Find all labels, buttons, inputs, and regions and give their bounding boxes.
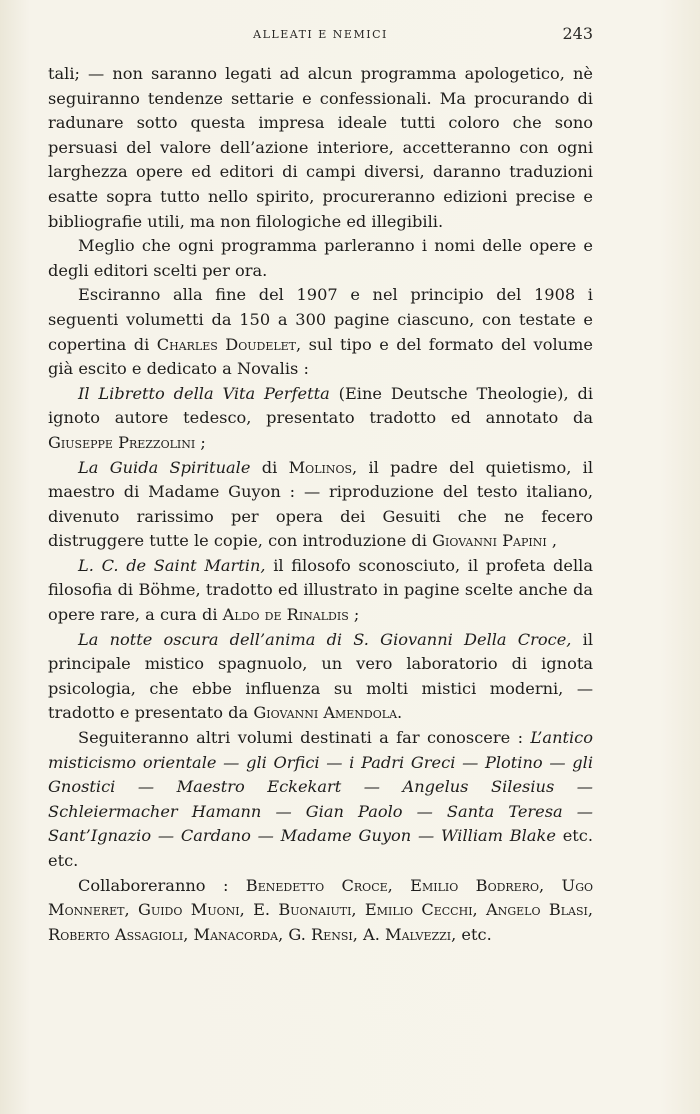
future-titles-list: L’antico misticismo orientale — gli Orfici — i Padri Greci — Plotino — gli Gnostici — Maestro Eckekart — Angelus Silesius — Schleiermacher Hamann — Gian Paolo — Santa Teresa — Sant’Ignazio — Cardano — Madame Guyon — William Blake xyxy=(48,728,593,846)
book-title: L. C. de Saint Martin, xyxy=(78,555,266,575)
text-run: ; xyxy=(348,605,360,625)
book-entry-guida xyxy=(48,456,593,554)
collaborator-names: Benedetto Croce, Emilio Bodrero, Ugo Monneret, Guido Muoni, E. Buonaiuti, Emilio Cecchi, Angelo Blasi, Roberto Assagioli, Manacorda, G. Rensi, A. Malvezzi, xyxy=(48,875,594,944)
text-run: , il padre del quietismo, il maestro di Madame Guyon : — riproduzione del testo italiano, divenuto rarissimo per opera dei Gesuiti che ne fecero distruggere tutte le copie, con introduzione di xyxy=(48,457,593,551)
text-run: Esciranno alla fine del 1907 e nel principio del 1908 i seguenti volumetti da 150 a 300 pagine ciascuno, con testate e copertina di xyxy=(48,285,593,354)
page-header xyxy=(48,24,593,48)
paragraph-collaborators xyxy=(48,874,593,948)
editor-name: Giovanni Amendola xyxy=(253,703,398,723)
body-text xyxy=(48,62,593,947)
paragraph-program: Meglio che ogni programma parleranno i nomi delle opere e degli editori scelti per ora. xyxy=(48,236,593,280)
illustrator-name: Charles Doudelet xyxy=(156,334,297,354)
text-run: il filosofo sconosciuto, il profeta della filosofia di Böhme, tradotto ed illustrato in pagine scelte anche da opere rare, a cura di xyxy=(48,555,593,625)
text-run: ; xyxy=(195,432,206,452)
text-run: etc. etc. xyxy=(48,826,593,870)
text-run: etc. xyxy=(456,924,492,944)
editor-name: Aldo de Rinaldis xyxy=(222,605,349,625)
text-run: il principale mistico spagnuolo, un vero laboratorio di ignota psicologia, che ebbe influenza su molti mistici moderni, — tradotto e presentato da xyxy=(48,629,594,723)
text-run: Collaboreranno : xyxy=(78,875,246,895)
paragraph-future-volumes xyxy=(48,726,593,874)
text-run: , sul tipo e del formato del volume già escito e dedicato a Novalis : xyxy=(48,334,593,379)
text-run: . xyxy=(397,703,403,723)
book-entry-saint-martin xyxy=(48,554,593,628)
book-entry-notte-oscura xyxy=(48,628,593,726)
editor-name: Giovanni Papini xyxy=(432,531,547,551)
text-run: di xyxy=(250,457,289,477)
text-run: (Eine Deutsche Theologie), di ignoto autore tedesco, presentato tradotto ed annotato da xyxy=(48,383,593,428)
running-title: ALLEATI E NEMICI xyxy=(253,28,388,41)
book-title: La notte oscura dell’anima di S. Giovanni Della Croce, xyxy=(78,629,572,649)
book-title: La Guida Spirituale xyxy=(78,457,251,477)
author-name: Molinos xyxy=(288,457,353,477)
paragraph-publication xyxy=(48,283,593,381)
book-title: Il Libretto della Vita Perfetta xyxy=(78,383,330,403)
page-number: 243 xyxy=(562,24,593,43)
text-run: , xyxy=(546,531,557,551)
paragraph-continuation: tali; — non saranno legati ad alcun programma apologetico, nè seguiranno tendenze settarie e confessionali. Ma procurando di radunare sotto questa impresa ideale tutti coloro che sono persuasi del valore dell’azione interiore, accetteranno con ogni larghezza opere ed editori di campi diversi, daranno traduzioni esatte sopra tutto nello spirito, procureranno edizioni precise e bibliografie utili, ma non filologiche ed illegibili. xyxy=(48,64,593,231)
text-run: Seguiteranno altri volumi destinati a far conoscere : xyxy=(78,728,531,748)
editor-name: Giuseppe Prezzolini xyxy=(48,432,196,452)
book-entry-libretto xyxy=(48,382,593,456)
